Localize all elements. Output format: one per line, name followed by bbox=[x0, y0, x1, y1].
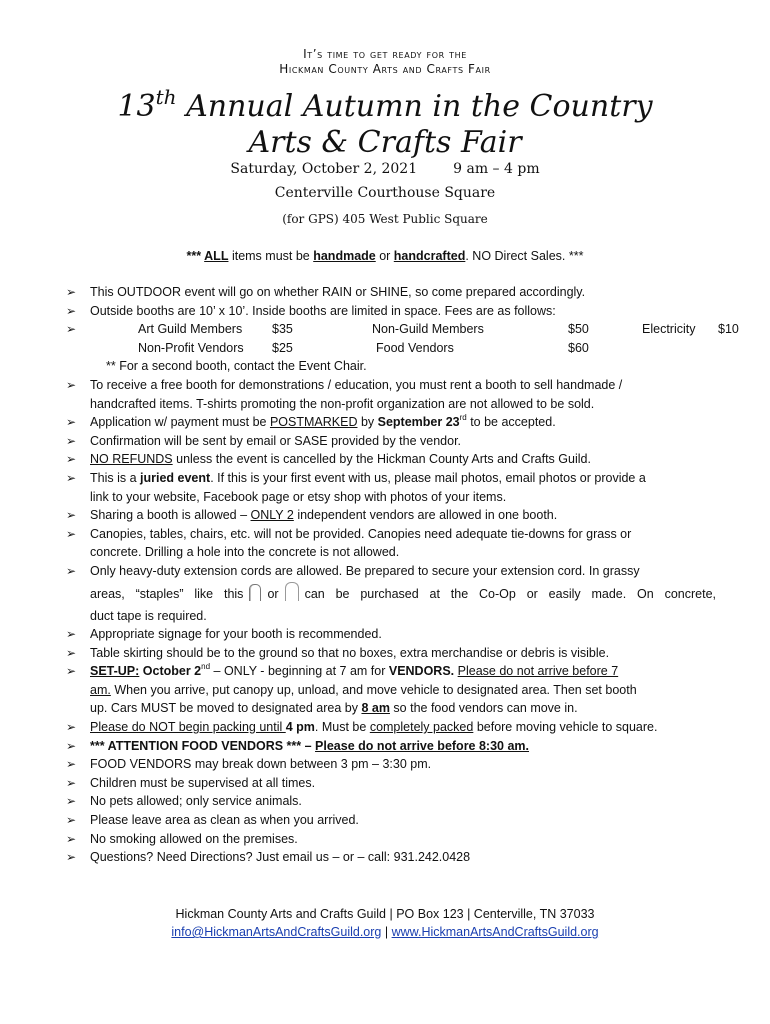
event-time: 9 am – 4 pm bbox=[453, 161, 540, 177]
vendors-word: VENDORS. bbox=[388, 664, 455, 679]
fee-label: Food Vendors bbox=[376, 340, 454, 355]
footer-separator: | bbox=[381, 925, 392, 939]
rule-text: Only heavy-duty extension cords are allowed. Be prepared to secure your extension cord. In grassy bbox=[90, 563, 640, 578]
rule-fees bbox=[66, 320, 739, 357]
event-date: Saturday, October 2, 2021 bbox=[230, 161, 418, 177]
rule-text: FOOD VENDORS may break down between 3 pm – 3:30 pm. bbox=[90, 757, 432, 772]
rule-text: or bbox=[267, 586, 279, 601]
rule-outdoor bbox=[66, 283, 716, 302]
completely-packed-word: completely packed bbox=[369, 720, 474, 735]
rule-text: Please leave area as clean as when you arrived. bbox=[90, 813, 359, 828]
rule-text: Sharing a booth is allowed – bbox=[90, 508, 251, 523]
rule-booths bbox=[66, 302, 716, 321]
fee-table bbox=[90, 320, 739, 357]
rule-setup bbox=[66, 662, 716, 718]
bullet-arrow-icon: ➢ bbox=[66, 794, 77, 809]
juried-event-word: juried event bbox=[140, 470, 211, 485]
fee-price: $25 bbox=[272, 340, 293, 355]
rule-application bbox=[66, 413, 716, 432]
bullet-arrow-icon: ➢ bbox=[66, 452, 77, 467]
notice-text-1: items must be bbox=[228, 249, 314, 263]
stars-open: *** bbox=[186, 249, 205, 263]
rule-text: . Must be bbox=[314, 720, 370, 735]
rule-children bbox=[66, 774, 716, 793]
rule-text: This OUTDOOR event will go on whether RAIN or SHINE, so come prepared accordingly. bbox=[90, 285, 586, 299]
rule-text: independent vendors are allowed in one booth. bbox=[293, 508, 558, 523]
rule-text: concrete. Drilling a hole into the concrete is not allowed. bbox=[90, 545, 400, 560]
rule-second-booth: ** For a second booth, contact the Event Chair. bbox=[106, 359, 367, 374]
rule-text: Questions? Need Directions? Just email us – or – call: 931.242.0428 bbox=[90, 850, 471, 865]
rule-confirmation bbox=[66, 432, 716, 451]
food-attention-heading: *** ATTENTION FOOD VENDORS *** – bbox=[90, 738, 316, 753]
bullet-arrow-icon: ➢ bbox=[66, 303, 77, 318]
bullet-arrow-icon: ➢ bbox=[66, 415, 77, 430]
rule-text: so the food vendors can move in. bbox=[389, 701, 578, 716]
cords-staples-line bbox=[90, 581, 716, 607]
all-word: ALL bbox=[204, 249, 229, 263]
rule-text: When you arrive, put canopy up, unload, and move vehicle to designated area. Then set booth bbox=[110, 682, 637, 697]
fee-price: $35 bbox=[272, 322, 293, 337]
arrive-warning-end: am. bbox=[90, 682, 111, 697]
food-arrival-warning: Please do not arrive before 8:30 am. bbox=[315, 738, 530, 753]
footer-links bbox=[0, 923, 770, 941]
deadline-date: September 23 bbox=[377, 415, 460, 430]
bullet-arrow-icon: ➢ bbox=[66, 433, 77, 448]
bullet-arrow-icon: ➢ bbox=[66, 322, 77, 337]
title-number: 13 bbox=[117, 89, 156, 124]
no-refunds-word: NO REFUNDS bbox=[90, 452, 173, 467]
rule-text: duct tape is required. bbox=[90, 608, 207, 623]
move-deadline: 8 am bbox=[361, 701, 390, 716]
bullet-arrow-icon: ➢ bbox=[66, 627, 77, 642]
bullet-arrow-icon: ➢ bbox=[66, 377, 77, 392]
fee-price: $60 bbox=[568, 340, 589, 355]
rule-free-booth bbox=[66, 376, 716, 413]
rule-text: by bbox=[357, 415, 378, 430]
setup-word: SET-UP: bbox=[90, 664, 140, 679]
handmade-notice bbox=[0, 249, 770, 263]
pre-header-line-2: Hickman County Arts and Crafts Fair bbox=[279, 62, 491, 76]
rule-text: – ONLY - beginning at 7 am for bbox=[210, 664, 389, 679]
footer-address: Hickman County Arts and Crafts Guild | PO Box 123 | Centerville, TN 37033 bbox=[175, 907, 595, 921]
rule-food-breakdown bbox=[66, 755, 716, 774]
rule-sharing bbox=[66, 506, 716, 525]
event-date-time bbox=[0, 160, 770, 178]
fee-label: Non-Profit Vendors bbox=[138, 340, 244, 355]
rule-text: Table skirting should be to the ground so that no boxes, extra merchandise or debris is visible. bbox=[90, 645, 610, 660]
staple-alt-icon bbox=[285, 582, 299, 601]
bullet-arrow-icon: ➢ bbox=[66, 285, 77, 299]
arrive-warning: Please do not arrive before 7 bbox=[457, 664, 619, 679]
rule-text: No smoking allowed on the premises. bbox=[90, 831, 298, 846]
bullet-arrow-icon: ➢ bbox=[66, 775, 77, 790]
title-line-2: Arts & Crafts Fair bbox=[248, 125, 522, 160]
bullet-arrow-icon: ➢ bbox=[66, 850, 77, 865]
staple-icon bbox=[249, 584, 261, 601]
rule-refunds bbox=[66, 450, 716, 469]
rule-text: This is a bbox=[90, 470, 141, 485]
bullet-arrow-icon: ➢ bbox=[66, 508, 77, 523]
email-link[interactable]: info@HickmanArtsAndCraftsGuild.org bbox=[171, 925, 382, 939]
fee-label: Electricity bbox=[642, 322, 696, 337]
title-line-1 bbox=[0, 85, 770, 124]
notice-text-2: or bbox=[375, 249, 394, 263]
rule-text: unless the event is cancelled by the Hickman County Arts and Crafts Guild. bbox=[172, 452, 591, 467]
rule-text: Outside booths are 10’ x 10’. Inside booths are limited in space. Fees are as follows: bbox=[90, 303, 556, 318]
handcrafted-word: handcrafted bbox=[393, 249, 466, 263]
rule-text: handcrafted items. T-shirts promoting the non-profit organization are not allowed to be sold. bbox=[90, 396, 595, 411]
postmarked-word: POSTMARKED bbox=[269, 415, 358, 430]
website-link[interactable]: www.HickmanArtsAndCraftsGuild.org bbox=[391, 925, 599, 939]
rules-list bbox=[66, 283, 739, 867]
rule-juried bbox=[66, 469, 716, 506]
notice-text-3: . NO Direct Sales. *** bbox=[465, 249, 584, 263]
pre-header-line-1: It’s time to get ready for the bbox=[303, 47, 467, 61]
rule-text: Confirmation will be sent by email or SASE provided by the vendor. bbox=[90, 433, 462, 448]
rule-text: areas, “staples” like this bbox=[90, 586, 244, 601]
rule-text: up. Cars MUST be moved to designated area by bbox=[90, 701, 362, 716]
bullet-arrow-icon: ➢ bbox=[66, 720, 77, 735]
rule-cords bbox=[66, 562, 716, 625]
rule-packing bbox=[66, 718, 716, 737]
fee-price: $10 bbox=[718, 322, 739, 337]
rule-text: Application w/ payment must be bbox=[90, 415, 270, 430]
rule-text: Children must be supervised at all times. bbox=[90, 775, 316, 790]
ordinal-suffix: rd bbox=[459, 413, 467, 423]
rule-smoking bbox=[66, 830, 716, 849]
title-line-1-text: Annual Autumn in the Country bbox=[176, 89, 653, 124]
packing-time: 4 pm bbox=[285, 720, 315, 735]
rule-text: Canopies, tables, chairs, etc. will not be provided. Canopies need adequate tie-downs for grass or bbox=[90, 526, 632, 541]
bullet-arrow-icon: ➢ bbox=[66, 757, 77, 772]
bullet-arrow-icon: ➢ bbox=[66, 526, 77, 541]
rule-leave-clean bbox=[66, 811, 716, 830]
rule-skirting bbox=[66, 644, 716, 663]
bullet-arrow-icon: ➢ bbox=[66, 831, 77, 846]
ordinal-suffix: nd bbox=[201, 662, 211, 672]
bullet-arrow-icon: ➢ bbox=[66, 470, 77, 485]
rule-text: link to your website, Facebook page or etsy shop with photos of your items. bbox=[90, 489, 507, 504]
rule-food-attention bbox=[66, 737, 716, 756]
bullet-arrow-icon: ➢ bbox=[66, 664, 77, 679]
setup-date: October 2 bbox=[139, 664, 202, 679]
packing-warning: Please do NOT begin packing until bbox=[90, 720, 286, 735]
fee-label: Art Guild Members bbox=[138, 322, 243, 337]
bullet-arrow-icon: ➢ bbox=[66, 813, 77, 828]
only-2-word: ONLY 2 bbox=[250, 508, 294, 523]
bullet-arrow-icon: ➢ bbox=[66, 563, 77, 578]
rule-text: To receive a free booth for demonstrations / education, you must rent a booth to sell handmade / bbox=[90, 377, 623, 392]
rule-canopies bbox=[66, 525, 716, 562]
bullet-arrow-icon: ➢ bbox=[66, 738, 77, 753]
rule-text: Appropriate signage for your booth is recommended. bbox=[90, 627, 382, 642]
rule-questions bbox=[66, 848, 716, 867]
event-location: Centerville Courthouse Square bbox=[274, 185, 496, 201]
rule-text: before moving vehicle to square. bbox=[473, 720, 658, 735]
handmade-word: handmade bbox=[313, 249, 376, 263]
rule-text: . If this is your first event with us, please mail photos, email photos or provide a bbox=[210, 470, 646, 485]
rule-text: to be accepted. bbox=[466, 415, 556, 430]
rule-pets bbox=[66, 792, 716, 811]
rule-text: No pets allowed; only service animals. bbox=[90, 794, 302, 809]
event-gps: (for GPS) 405 West Public Square bbox=[282, 212, 488, 226]
title-ordinal: th bbox=[155, 85, 177, 109]
bullet-arrow-icon: ➢ bbox=[66, 645, 77, 660]
rule-signage bbox=[66, 625, 716, 644]
fee-price: $50 bbox=[568, 322, 589, 337]
fee-label: Non-Guild Members bbox=[372, 322, 484, 337]
rule-text: can be purchased at the Co-Op or easily made. On concrete, bbox=[304, 586, 716, 601]
